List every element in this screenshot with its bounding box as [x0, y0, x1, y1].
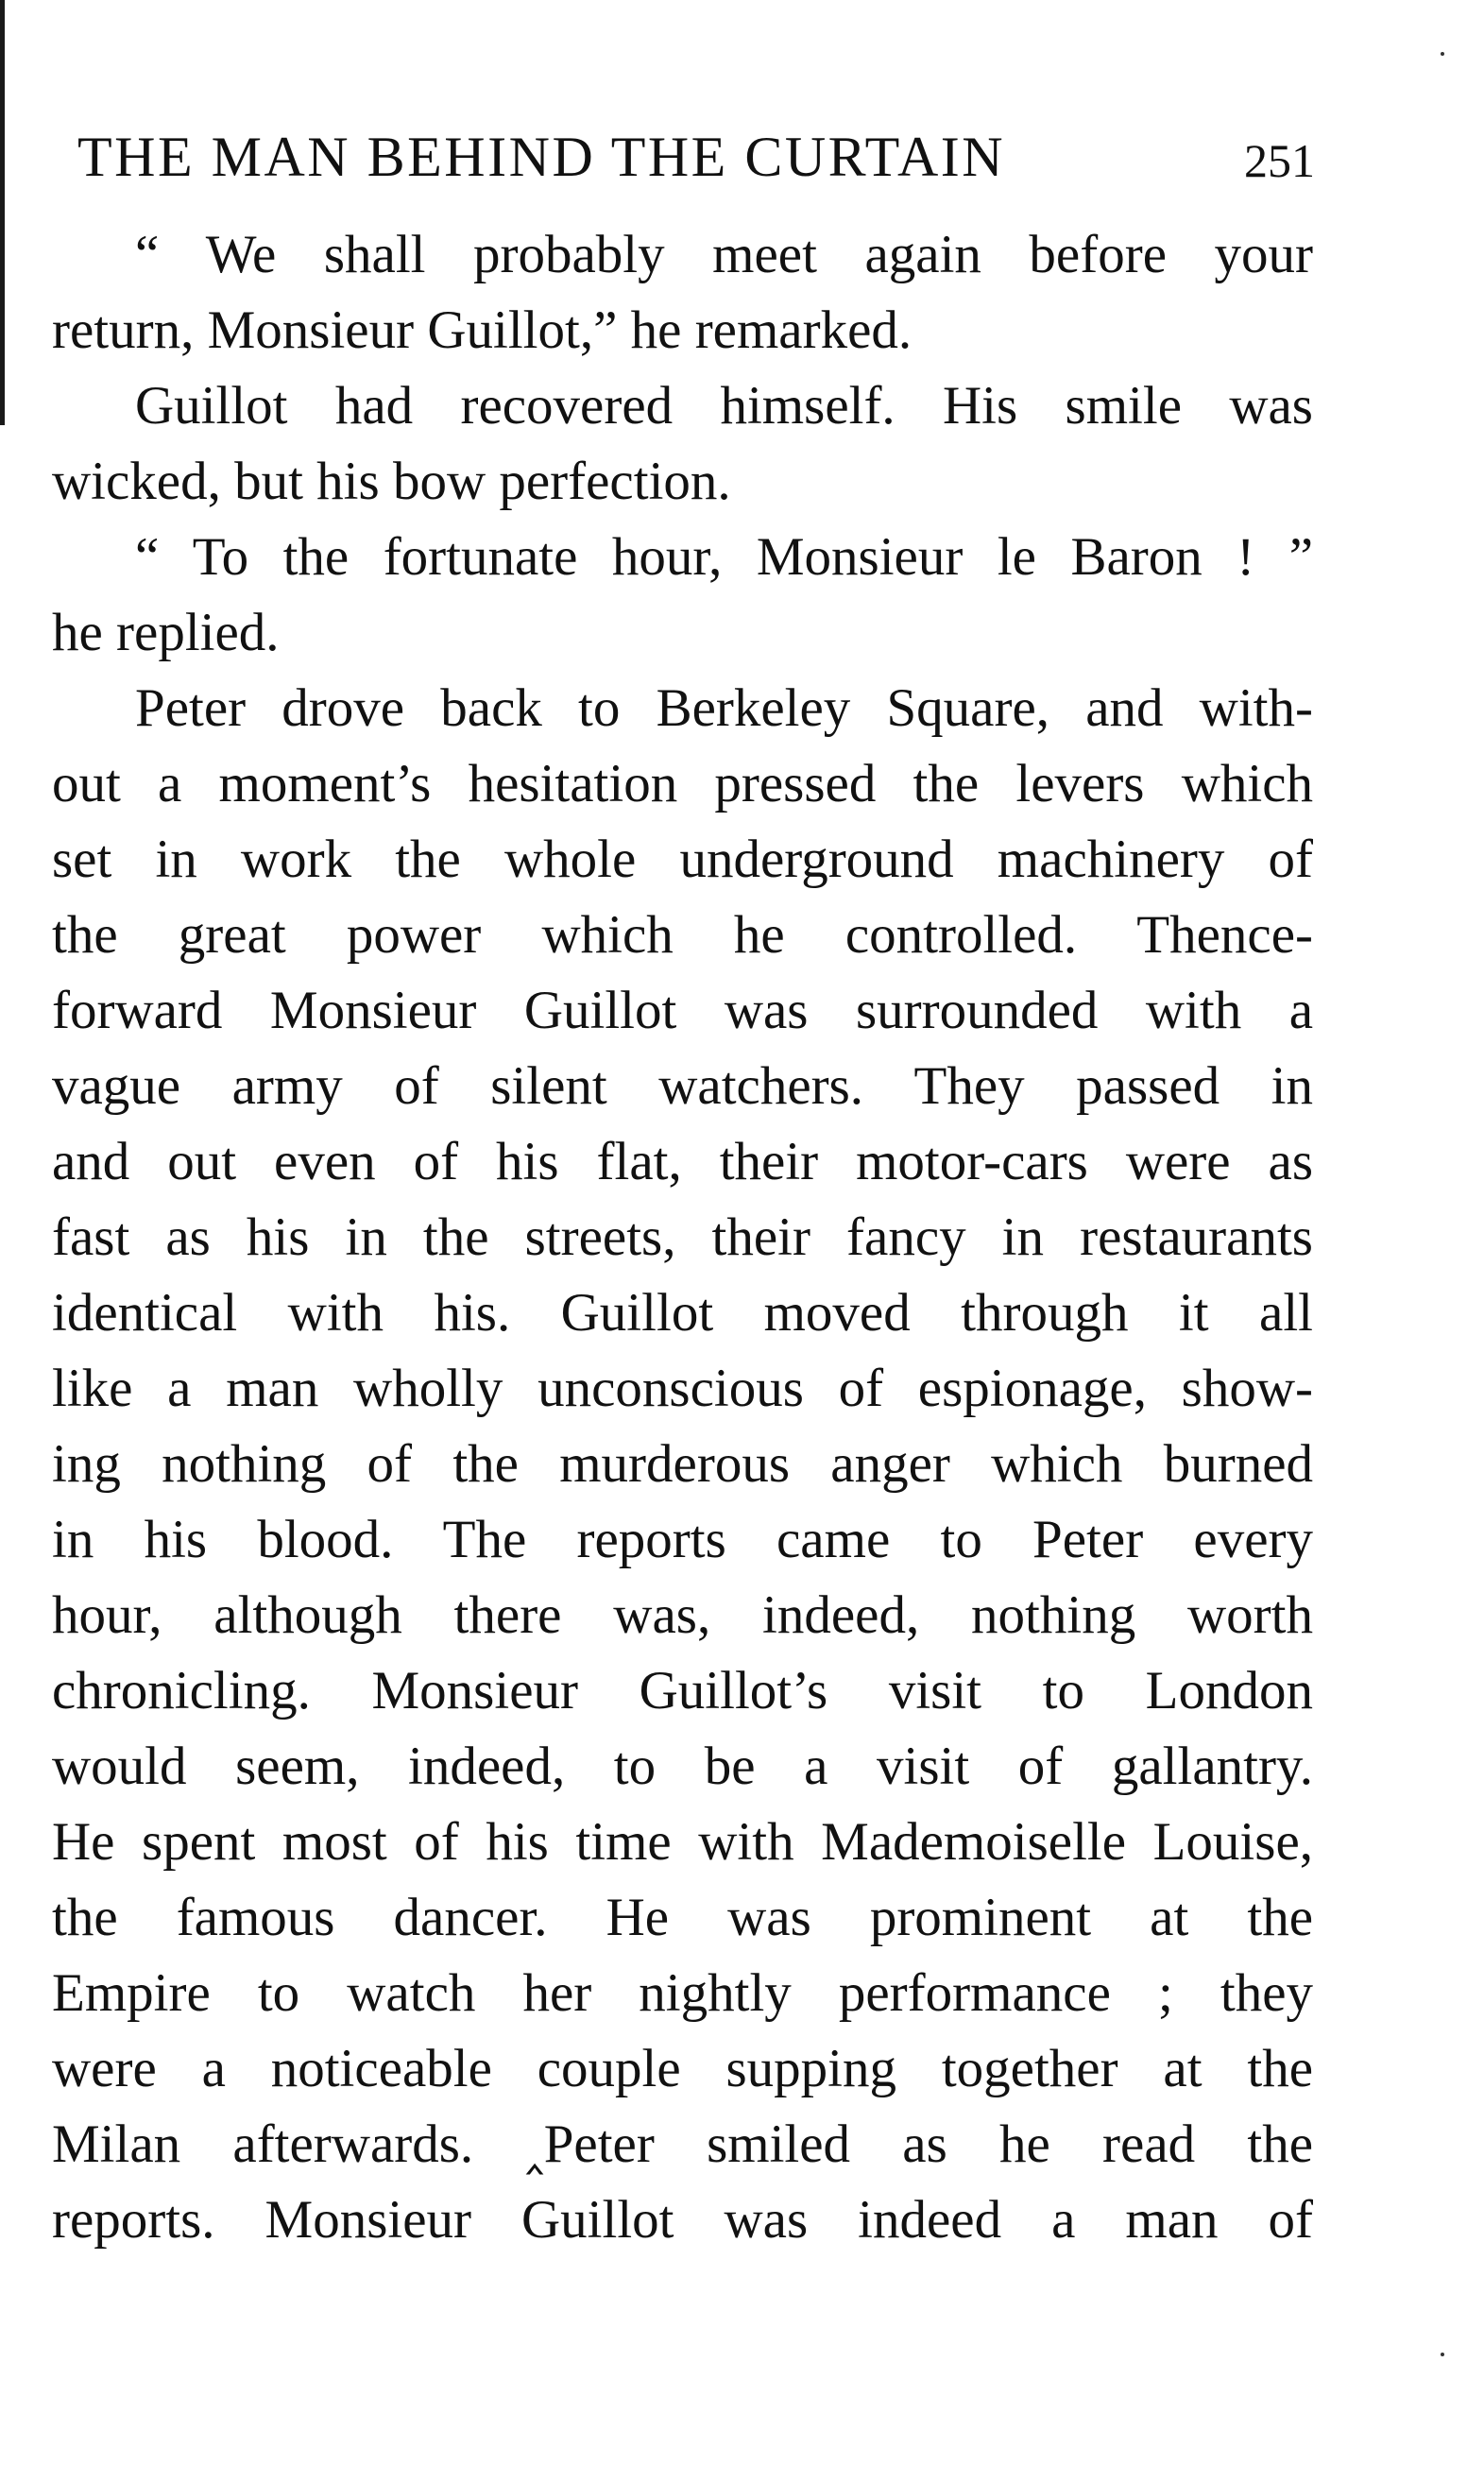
body-text	[52, 217, 1313, 2258]
paper-speck	[1441, 52, 1444, 56]
text-line: return, Monsieur Guillot,” he remarked.	[52, 300, 913, 360]
paragraph	[52, 368, 1313, 520]
text-line: were a noticeable couple supping together at the	[52, 2039, 1313, 2098]
text-line: ing nothing of the murderous anger which burned	[52, 1434, 1313, 1494]
text-line: out a moment’s hesitation pressed the levers which	[52, 754, 1313, 813]
paragraph	[52, 217, 1313, 368]
text-line: vague army of silent watchers. They passed in	[52, 1056, 1313, 1116]
text-line: the famous dancer. He was prominent at the	[52, 1888, 1313, 1947]
text-line: and out even of his flat, their motor-cars were as	[52, 1132, 1313, 1191]
text-line: in his blood. The reports came to Peter every	[52, 1510, 1313, 1569]
paragraph	[52, 520, 1313, 671]
text-line: Empire to watch her nightly performance ; they	[52, 1963, 1313, 2023]
text-line: chronicling. Monsieur Guillot’s visit to London	[52, 1661, 1313, 1720]
text-line: like a man wholly unconscious of espionage, show-	[52, 1359, 1313, 1418]
text-line: Guillot had recovered himself. His smile was	[135, 376, 1313, 436]
text-line: “ We shall probably meet again before your	[135, 225, 1313, 284]
text-line: he replied.	[52, 603, 280, 662]
text-line: set in work the whole underground machinery of	[52, 830, 1313, 889]
paper-speck	[1441, 2353, 1444, 2356]
text-line: wicked, but his bow perfection.	[52, 452, 731, 511]
text-line: identical with his. Guillot moved through it all	[52, 1283, 1313, 1343]
text-line: hour, although there was, indeed, nothing worth	[52, 1585, 1313, 1645]
text-line: Milan afterwards. ‸Peter smiled as he read the	[52, 2114, 1313, 2174]
binding-edge-line	[0, 0, 5, 425]
page-header	[77, 119, 1315, 195]
text-line: Peter drove back to Berkeley Square, and with-	[135, 678, 1313, 738]
running-head: THE MAN BEHIND THE CURTAIN	[77, 126, 1006, 188]
paragraph	[52, 671, 1313, 2258]
text-line: He spent most of his time with Mademoiselle Louise,	[52, 1812, 1313, 1872]
page-number: 251	[1244, 134, 1315, 187]
text-line: reports. Monsieur Guillot was indeed a man of	[52, 2190, 1313, 2250]
text-line: “ To the fortunate hour, Monsieur le Baron ! ”	[135, 527, 1313, 587]
text-line: forward Monsieur Guillot was surrounded with a	[52, 981, 1313, 1040]
text-line: the great power which he controlled. Thence-	[52, 905, 1313, 965]
text-line: fast as his in the streets, their fancy in restaurants	[52, 1207, 1313, 1267]
text-line: would seem, indeed, to be a visit of gallantry.	[52, 1737, 1313, 1796]
